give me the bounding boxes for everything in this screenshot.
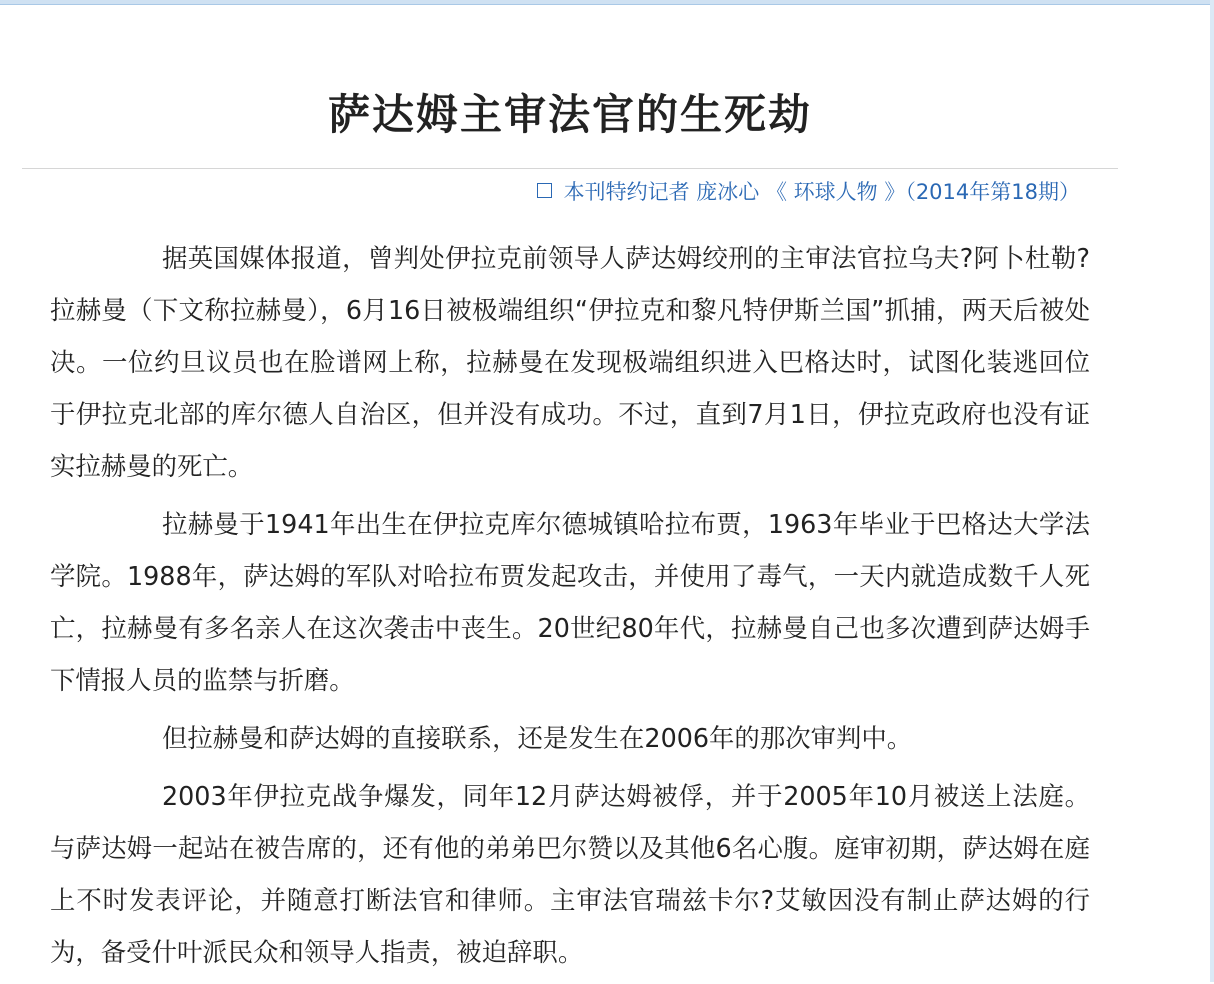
byline xyxy=(537,176,1080,206)
article-title: 萨达姆主审法官的生死劫 xyxy=(328,90,813,139)
title-divider xyxy=(22,168,1118,169)
square-outline-icon xyxy=(537,183,552,198)
paragraph: 但拉赫曼和萨达姆的直接联系，还是发生在2006年的那次审判中。 xyxy=(162,723,913,753)
byline-text: 本刊特约记者 庞冰心 《 环球人物 》（2014年第18期） xyxy=(563,180,1080,204)
paragraph: 拉赫曼于1941年出生在伊拉克库尔德城镇哈拉布贾，1963年毕业于巴格达大学法学院。1988年，萨达姆的军队对哈拉布贾发起攻击，并使用了毒气，一天内就造成数千人死亡，拉赫曼有多名亲人在这次袭击中丧生。20世纪80年代，拉赫曼自己也多次遭到萨达姆手下情报人员的监禁与折磨。 xyxy=(50,509,1090,695)
article-body xyxy=(50,232,1090,984)
top-frame-border xyxy=(0,0,1214,5)
paragraph: 据英国媒体报道，曾判处伊拉克前领导人萨达姆绞刑的主审法官拉乌夫?阿卜杜勒?拉赫曼（下文称拉赫曼），6月16日被极端组织“伊拉克和黎凡特伊斯兰国”抓捕，两天后被处决。一位约旦议员也在脸谱网上称，拉赫曼在发现极端组织进入巴格达时，试图化装逃回位于伊拉克北部的库尔德人自治区，但并没有成功。不过，直到7月1日，伊拉克政府也没有证实拉赫曼的死亡。 xyxy=(50,243,1090,481)
right-frame-border xyxy=(1210,0,1214,982)
paragraph: 2003年伊拉克战争爆发，同年12月萨达姆被俘，并于2005年10月被送上法庭。与萨达姆一起站在被告席的，还有他的弟弟巴尔赞以及其他6名心腹。庭审初期，萨达姆在庭上不时发表评论，并随意打断法官和律师。主审法官瑞兹卡尔?艾敏因没有制止萨达姆的行为，备受什叶派民众和领导人指责，被迫辞职。 xyxy=(50,781,1090,967)
